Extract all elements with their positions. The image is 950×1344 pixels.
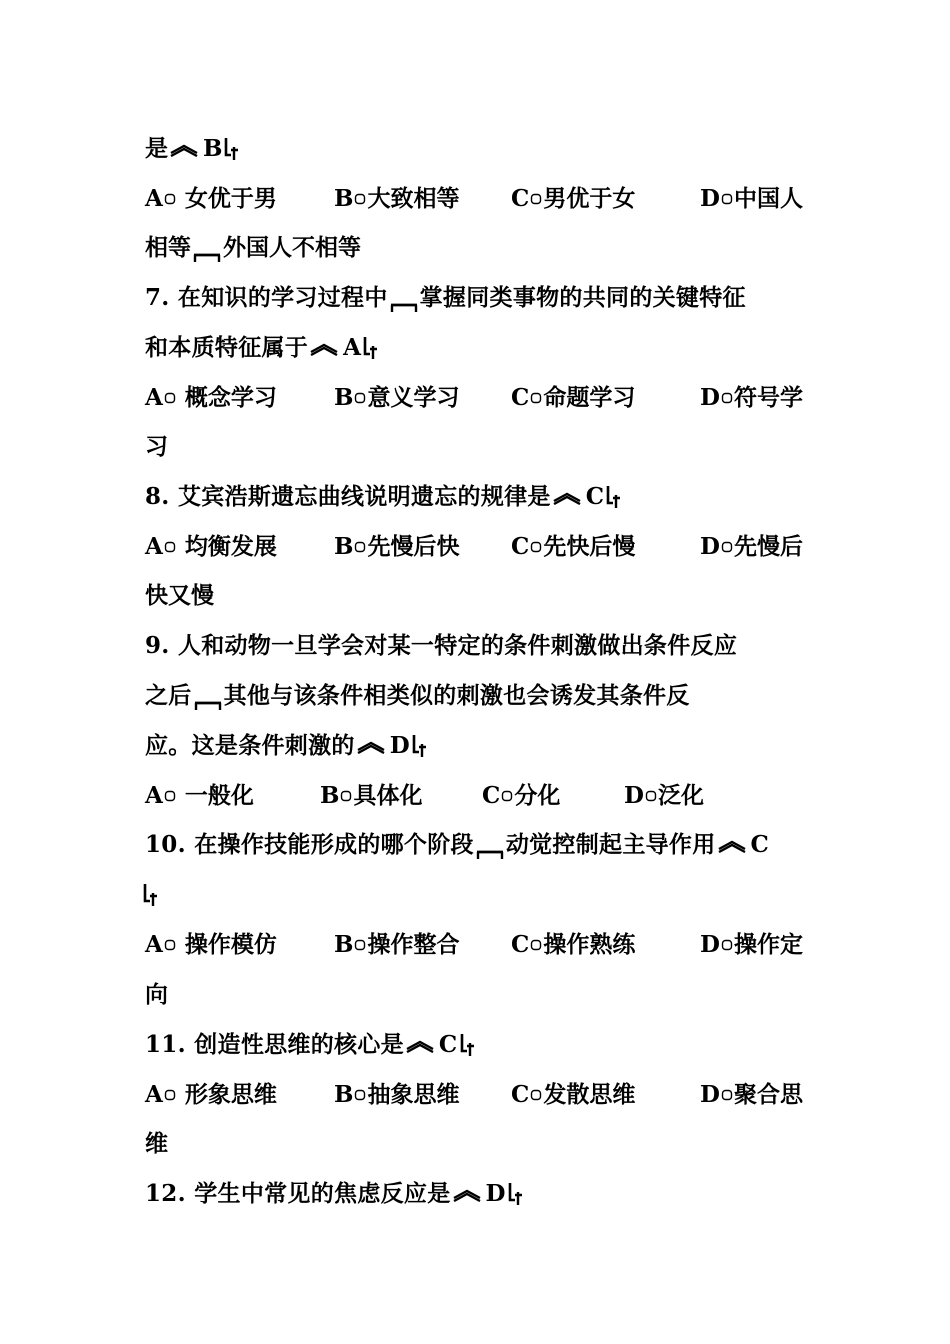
q12-stem-line-1: 12. 学生中常见的焦虑反应是 D: [145, 1179, 523, 1209]
q10-option-c: C 操作熟练: [511, 931, 636, 958]
q11-option-d-wrap: 维: [145, 1130, 168, 1157]
answer-mark-close-icon: [508, 1181, 523, 1207]
answer-mark-icon: [169, 143, 199, 157]
option-marker-icon: [164, 392, 176, 404]
q11-option-a: A 形象思维: [145, 1081, 277, 1108]
q9-stem-line-1: 9. 人和动物一旦学会对某一特定的条件刺激做出条件反应: [145, 632, 738, 659]
q6-stem-tail: 是: [145, 135, 168, 162]
option-marker-icon: [164, 939, 176, 951]
answer-mark-close-icon: [143, 882, 158, 908]
answer-mark-icon: [452, 1188, 482, 1202]
q9-option-b: B 具体化: [320, 782, 423, 809]
q7-answer: A: [343, 334, 362, 361]
answer-mark-close-icon: [412, 733, 427, 759]
option-marker-icon: [530, 1089, 542, 1101]
q8-option-d: D 先慢后: [700, 533, 803, 560]
answer-mark-icon: [552, 491, 582, 505]
comma-mark-icon: [475, 838, 505, 860]
q7-option-c: C 命题学习: [511, 384, 636, 411]
q8-option-a: A 均衡发展: [145, 533, 277, 560]
option-marker-icon: [354, 939, 366, 951]
q9-option-d: D 泛化: [624, 782, 704, 809]
option-marker-icon: [501, 790, 513, 802]
q11-option-c: C 发散思维: [511, 1081, 636, 1108]
q7-stem-line-2: 和本质特征属于 A: [145, 333, 378, 363]
option-marker-icon: [721, 541, 733, 553]
q7-option-d: D 符号学: [700, 384, 803, 411]
option-marker-icon: [530, 392, 542, 404]
comma-mark-icon: [389, 291, 419, 313]
q9-option-a: A 一般化: [145, 782, 254, 809]
q7-option-b: B 意义学习: [334, 384, 460, 411]
answer-mark-icon: [405, 1039, 435, 1053]
q7-stem-line-1: 7. 在知识的学习过程中 掌握同类事物的共同的关键特征: [145, 284, 746, 311]
q8-option-d-wrap: 快又慢: [145, 582, 214, 609]
option-marker-icon: [645, 790, 657, 802]
option-marker-icon: [354, 541, 366, 553]
q10-stem-line-1: 10. 在操作技能形成的哪个阶段 动觉控制起主导作用 C: [145, 831, 770, 858]
q6-option-d-wrap: 相等 外国人不相等: [145, 234, 361, 261]
option-marker-icon: [721, 1089, 733, 1101]
q12-answer: D: [485, 1180, 506, 1207]
option-marker-icon: [164, 1089, 176, 1101]
answer-mark-close-icon: [606, 484, 621, 510]
option-marker-icon: [164, 790, 176, 802]
answer-mark-icon: [356, 740, 386, 754]
option-marker-icon: [721, 193, 733, 205]
answer-mark-close-icon: [363, 335, 378, 361]
q7-option-a: A 概念学习: [145, 384, 277, 411]
option-marker-icon: [530, 939, 542, 951]
q9-answer: D: [389, 732, 410, 759]
q10-answer: C: [750, 831, 770, 858]
q11-option-d: D 聚合思: [700, 1081, 803, 1108]
option-marker-icon: [354, 1089, 366, 1101]
option-marker-icon: [530, 541, 542, 553]
option-marker-icon: [721, 392, 733, 404]
q6-option-d: D 中国人: [700, 185, 803, 212]
q8-option-c: C 先快后慢: [511, 533, 636, 560]
answer-mark-close-icon: [460, 1032, 475, 1058]
q11-stem-line-1: 11. 创造性思维的核心是 C: [145, 1030, 475, 1060]
q10-option-a: A 操作模仿: [145, 931, 277, 958]
answer-mark-close-icon: [224, 136, 239, 162]
q9-stem-line-3: 应。这是条件刺激的 D: [145, 731, 427, 761]
comma-mark-icon: [192, 241, 222, 263]
q11-option-b: B 抽象思维: [334, 1081, 460, 1108]
q10-stem-line-2: [141, 880, 158, 910]
option-marker-icon: [340, 790, 352, 802]
option-marker-icon: [354, 392, 366, 404]
q6-answer: B: [203, 135, 223, 162]
option-marker-icon: [164, 193, 176, 205]
option-marker-icon: [354, 193, 366, 205]
q8-answer: C: [585, 483, 605, 510]
q6-option-c: C 男优于女: [511, 185, 636, 212]
q10-option-b: B 操作整合: [334, 931, 460, 958]
q9-stem-line-2: 之后 其他与该条件相类似的刺激也会诱发其条件反: [145, 682, 690, 709]
q9-option-c: C 分化: [482, 782, 561, 809]
option-marker-icon: [530, 193, 542, 205]
q6-stem-line: [145, 134, 239, 164]
q7-option-d-wrap: 习: [145, 433, 168, 460]
q10-option-d-wrap: 向: [145, 981, 168, 1008]
q6-option-b: B 大致相等: [334, 185, 460, 212]
answer-mark-icon: [717, 839, 747, 853]
option-marker-icon: [721, 939, 733, 951]
q6-option-a: A 女优于男: [145, 185, 277, 212]
q8-option-b: B 先慢后快: [334, 533, 460, 560]
option-marker-icon: [164, 541, 176, 553]
q8-stem-line-1: 8. 艾宾浩斯遗忘曲线说明遗忘的规律是 C: [145, 482, 621, 512]
answer-mark-icon: [309, 342, 339, 356]
q10-option-d: D 操作定: [700, 931, 803, 958]
comma-mark-icon: [193, 689, 223, 711]
q11-answer: C: [438, 1031, 458, 1058]
